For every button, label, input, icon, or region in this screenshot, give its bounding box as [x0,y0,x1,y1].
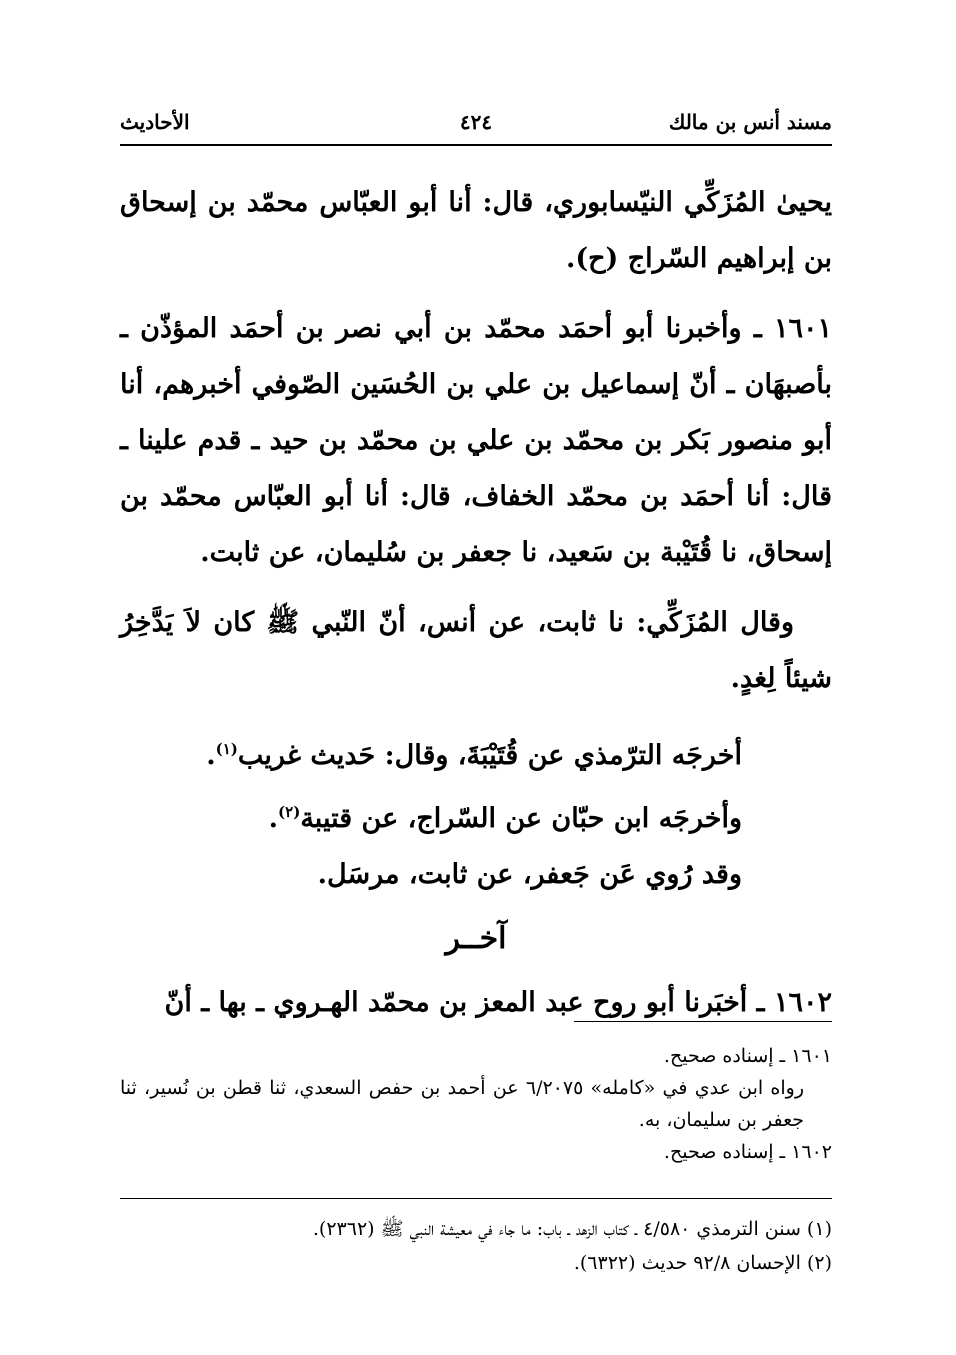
footnote-ref-1[interactable]: (١) [215,740,238,758]
hadith-1601-matn: وقال المُزَكِّي: نا ثابت، عن أنس، أنّ النّبي ﷺ كان لاَ يَدَّخِرُ شيئاً لِغدٍ. [120,607,832,694]
footnotes-divider [120,1198,832,1199]
footnote-2: (٢) الإحسان ٩٢/٨ حديث (٦٣٢٢). [573,1252,832,1274]
hadith-1602: ١٦٠٢ ـ أخبَرنا أبو روح عبد المعز بن محمّد الهـروي ـ بها ـ أنّ [164,987,832,1018]
commentary-1602: ١٦٠٢ ـ إسناده صحيح. [663,1141,832,1163]
running-header [120,106,832,146]
commentary-1601: ١٦٠١ ـ إسناده صحيح. [663,1045,832,1067]
hadith-1601: ١٦٠١ ـ وأخبرنا أبو أحمَد محمّد بن أبي نصر بن أحمَد المؤذّن ـ بأصبهَان ـ أنّ إسماعيل بن علي بن الحُسَين الصّوفي أخبرهم، أنا أبو منصور بَكر بن محمّد بن علي بن محمّد بن حيد ـ قدم علينا ـ قال: أنا أحمَد بن محمّد الخفاف، قال: أنا أبو العبّاس محمّد بن إسحاق، نا قُتَيْبة بن سَعيد، نا جعفر بن سُليمان، عن ثابت. [120,313,832,568]
takhrij-mursal: وقد رُوي عَن جَعفر، عن ثابت، مرسَل. [317,859,742,890]
footnotes [120,1212,832,1280]
page-number: ٤٢٤ [459,110,493,134]
book-title: مسند أنس بن مالك [668,110,832,134]
paragraph-intro: يحيىٰ المُزَكِّي النيّسابوري، قال: أنا أبو العبّاس محمّد بن إسحاق بن إبراهيم السّراج (ح). [120,187,832,274]
commentary [120,1040,832,1168]
commentary-divider [574,1021,832,1022]
takhrij-ibn-hibban: وأخرجَه ابن حبّان عن السّراج، عن قتيبة$^{(٢)}$. [268,803,742,834]
takhrij-ibn-hibban-text: وأخرجَه ابن حبّان عن السّراج، عن قتيبة [300,803,742,834]
takhrij-tirmidhi-text: أخرجَه الترّمذي عن قُتَيْبَةَ، وقال: حَديث غريب [237,740,742,771]
footnote-ref-2[interactable]: (٢) [278,803,301,821]
section-title: الأحاديث [120,110,190,134]
footnote-1: (١) سنن الترمذي ٤/٥٨٠ ـ كتاب الزهد ـ باب: ما جاء في معيشة النبي ﷺ (٢٣٦٢). [312,1218,832,1240]
main-text [120,175,832,1045]
section-heading: آخــر [445,921,507,956]
commentary-1601-detail: رواه ابن عدي في «كامله» ٦/٢٠٧٥ عن أحمد بن حفص السعدي، ثنا قطن بن نُسير، ثنا جعفر بن سليمان، به. [120,1077,804,1131]
header-divider [120,144,832,146]
takhrij-tirmidhi: أخرجَه الترّمذي عن قُتَيْبَةَ، وقال: حَديث غريب$^{(١)}$. [206,740,742,771]
